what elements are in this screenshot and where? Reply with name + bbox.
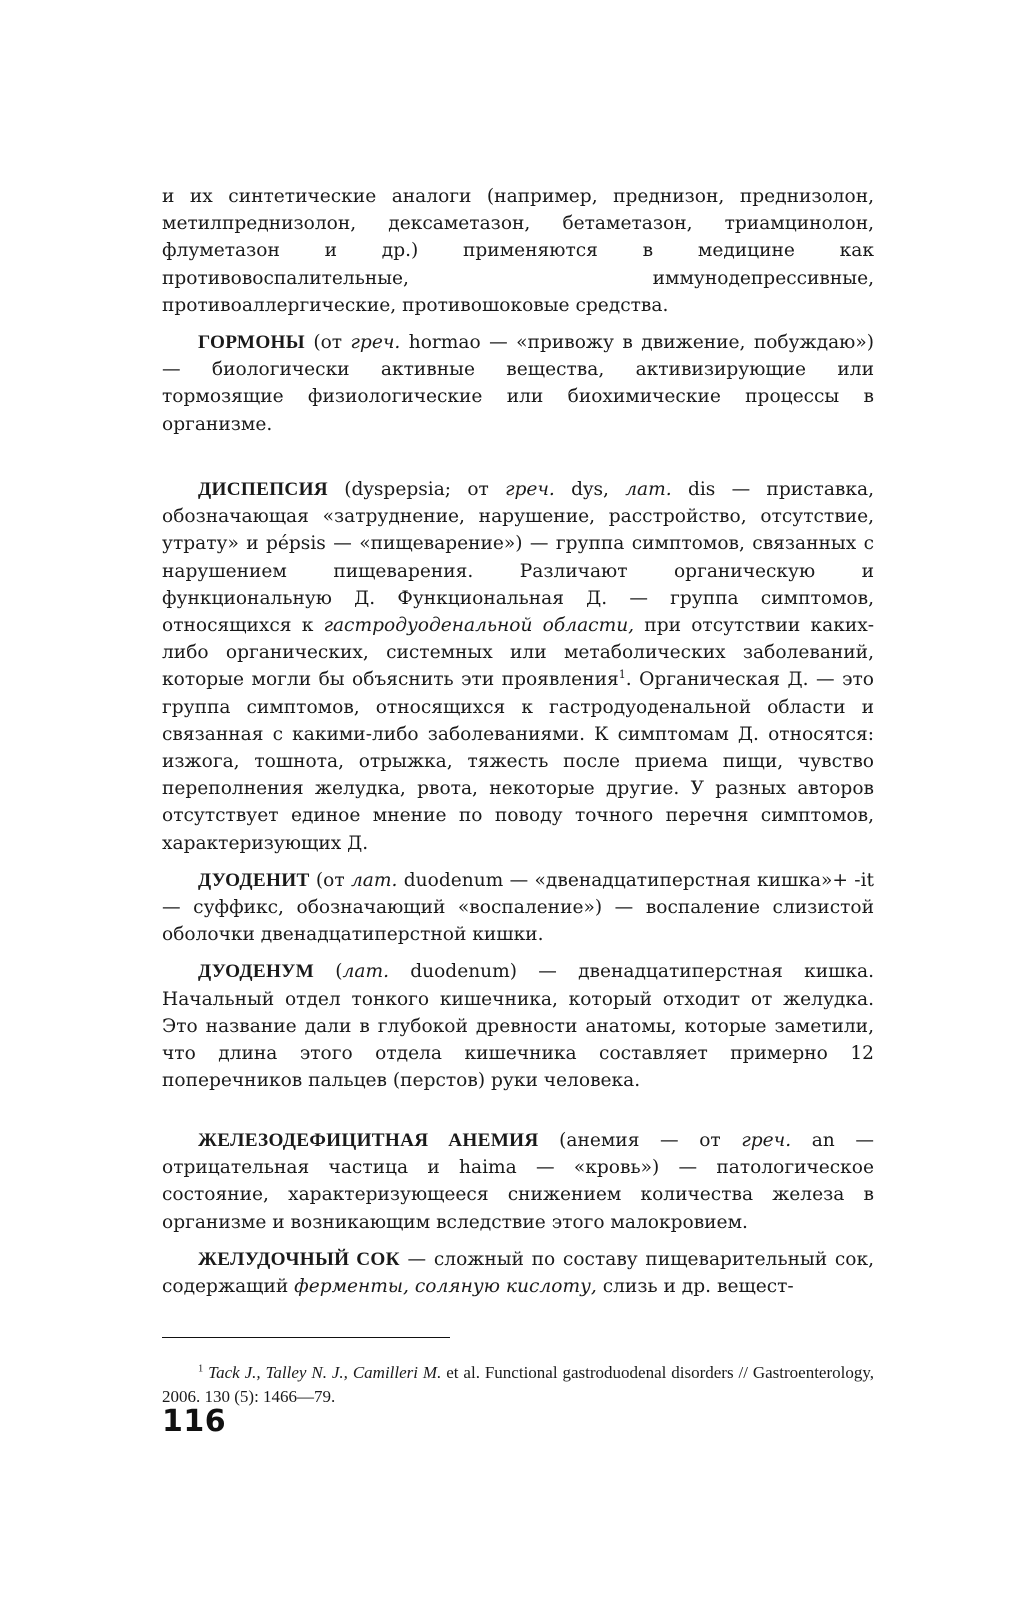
entry-term: ЖЕЛУДОЧНЫЙ СОК bbox=[198, 1248, 400, 1270]
entry-text: ( bbox=[314, 961, 343, 983]
entry-term: ДИСПЕПСИЯ bbox=[198, 479, 328, 500]
language-abbreviation: греч. bbox=[350, 332, 401, 354]
entry-text: (dyspepsia; от bbox=[327, 479, 506, 500]
entry-paragraph bbox=[162, 329, 874, 438]
entry-text: — сложный по составу пищеварительный сок, содержащий bbox=[162, 1248, 874, 1298]
entry-term: ЖЕЛЕЗОДЕФИЦИТНАЯ АНЕМИЯ bbox=[198, 1130, 539, 1151]
text-block-bottom bbox=[162, 1127, 874, 1300]
entry-term: ГОРМОНЫ bbox=[198, 332, 305, 354]
footnote-authors: Tack J., Talley N. J., Camilleri M. bbox=[208, 1363, 442, 1382]
entry-term: ДУОДЕНУМ bbox=[198, 961, 315, 983]
continuation-paragraph: и их синтетические аналоги (например, преднизон, преднизолон, метилпреднизолон, дексаметазон, бетаметазон, триамцинолон, флуметазон и др.) применяются в медицине как противовоспалительные, иммунодепрессивные, противоаллергические, противошоковые средства. bbox=[162, 186, 874, 316]
entry-dispepsiya bbox=[162, 476, 874, 857]
entry-text: dys, bbox=[554, 479, 626, 500]
cross-reference: гастродуоденальной области, bbox=[323, 615, 635, 637]
entry-text: hormao — «привожу в движение, побуждаю») — биологически активные вещества, активизирующие или тормозящие физиологические или биохимические процессы в организме. bbox=[162, 332, 875, 435]
entry-text: (от bbox=[304, 332, 351, 354]
cross-reference: ферменты, соляную кислоту, bbox=[294, 1276, 597, 1298]
footnote-text: et al. Functional gastroduodenal disorders // Gastroenterology, 2006. 130 (5): 1466—79. bbox=[162, 1363, 875, 1406]
language-abbreviation: лат. bbox=[625, 479, 672, 500]
entry-text: an — отрицательная частица и haima — «кровь») — патологическое состояние, характеризующееся снижением количества железа в организме и возникающим вследствие этого малокровием. bbox=[162, 1130, 874, 1233]
entry-text: при отсутствии каких-либо органических, системных или метаболических заболеваний, которые могли бы объяснить эти проявления bbox=[162, 615, 874, 691]
entry-anemiya bbox=[162, 1127, 874, 1236]
footnote-mark: 1 bbox=[198, 1363, 204, 1375]
text-block-middle bbox=[162, 476, 874, 1094]
language-abbreviation: лат. bbox=[350, 869, 398, 891]
footnote-divider bbox=[162, 1337, 450, 1338]
entry-text: слизь и др. вещест- bbox=[596, 1276, 794, 1298]
entry-text: duodenum) — двенадцатиперстная кишка. Начальный отдел тонкого кишечника, который отходит от желудка. Это название дали в глубокой древности анатомы, которые заметили, что длина этого отдела кишечника составляет примерно 12 поперечников пальцев (перстов) руки человека. bbox=[162, 961, 874, 1092]
entry-text: dis — приставка, обозначающая «затруднение, нарушение, расстройство, отсутствие, утрату» и pépsis — «пищеварение») — группа симптомов, связанных с нарушением пищеварения. Различают органическую и функциональную Д. Функциональная Д. — группа симптомов, относящихся к bbox=[162, 479, 874, 637]
language-abbreviation: лат. bbox=[342, 961, 389, 983]
language-abbreviation: греч. bbox=[741, 1130, 792, 1151]
entry-duodenum bbox=[162, 958, 874, 1094]
page-number: 116 bbox=[162, 1404, 227, 1439]
entry-term: ДУОДЕНИТ bbox=[198, 869, 310, 891]
entry-text: duodenum — «двенадцатиперстная кишка»+ -it — суффикс, обозначающий «воспаление») — воспаление слизистой оболочки двенадцатиперстной кишки. bbox=[162, 869, 874, 946]
entry-sok bbox=[162, 1246, 874, 1300]
text-block-top bbox=[162, 183, 874, 438]
entry-gormony bbox=[162, 329, 874, 438]
footnote bbox=[162, 1361, 874, 1409]
entry-text: (от bbox=[309, 869, 351, 891]
footnote-reference: 1 bbox=[618, 668, 626, 682]
language-abbreviation: греч. bbox=[505, 479, 555, 500]
entry-text: (анемия — от bbox=[538, 1130, 742, 1151]
entry-text: . Органическая Д. — это группа симптомов, относящихся к гастродуоденальной области и связанная с какими-либо заболеваниями. К симптомам Д. относятся: изжога, тошнота, отрыжка, тяжесть после приема пищи, чувство переполнения желудка, рвота, некоторые другие. У разных авторов отсутствует единое мнение по поводу точного перечня симптомов, характеризующих Д. bbox=[162, 669, 874, 854]
entry-duodenit bbox=[162, 867, 874, 949]
